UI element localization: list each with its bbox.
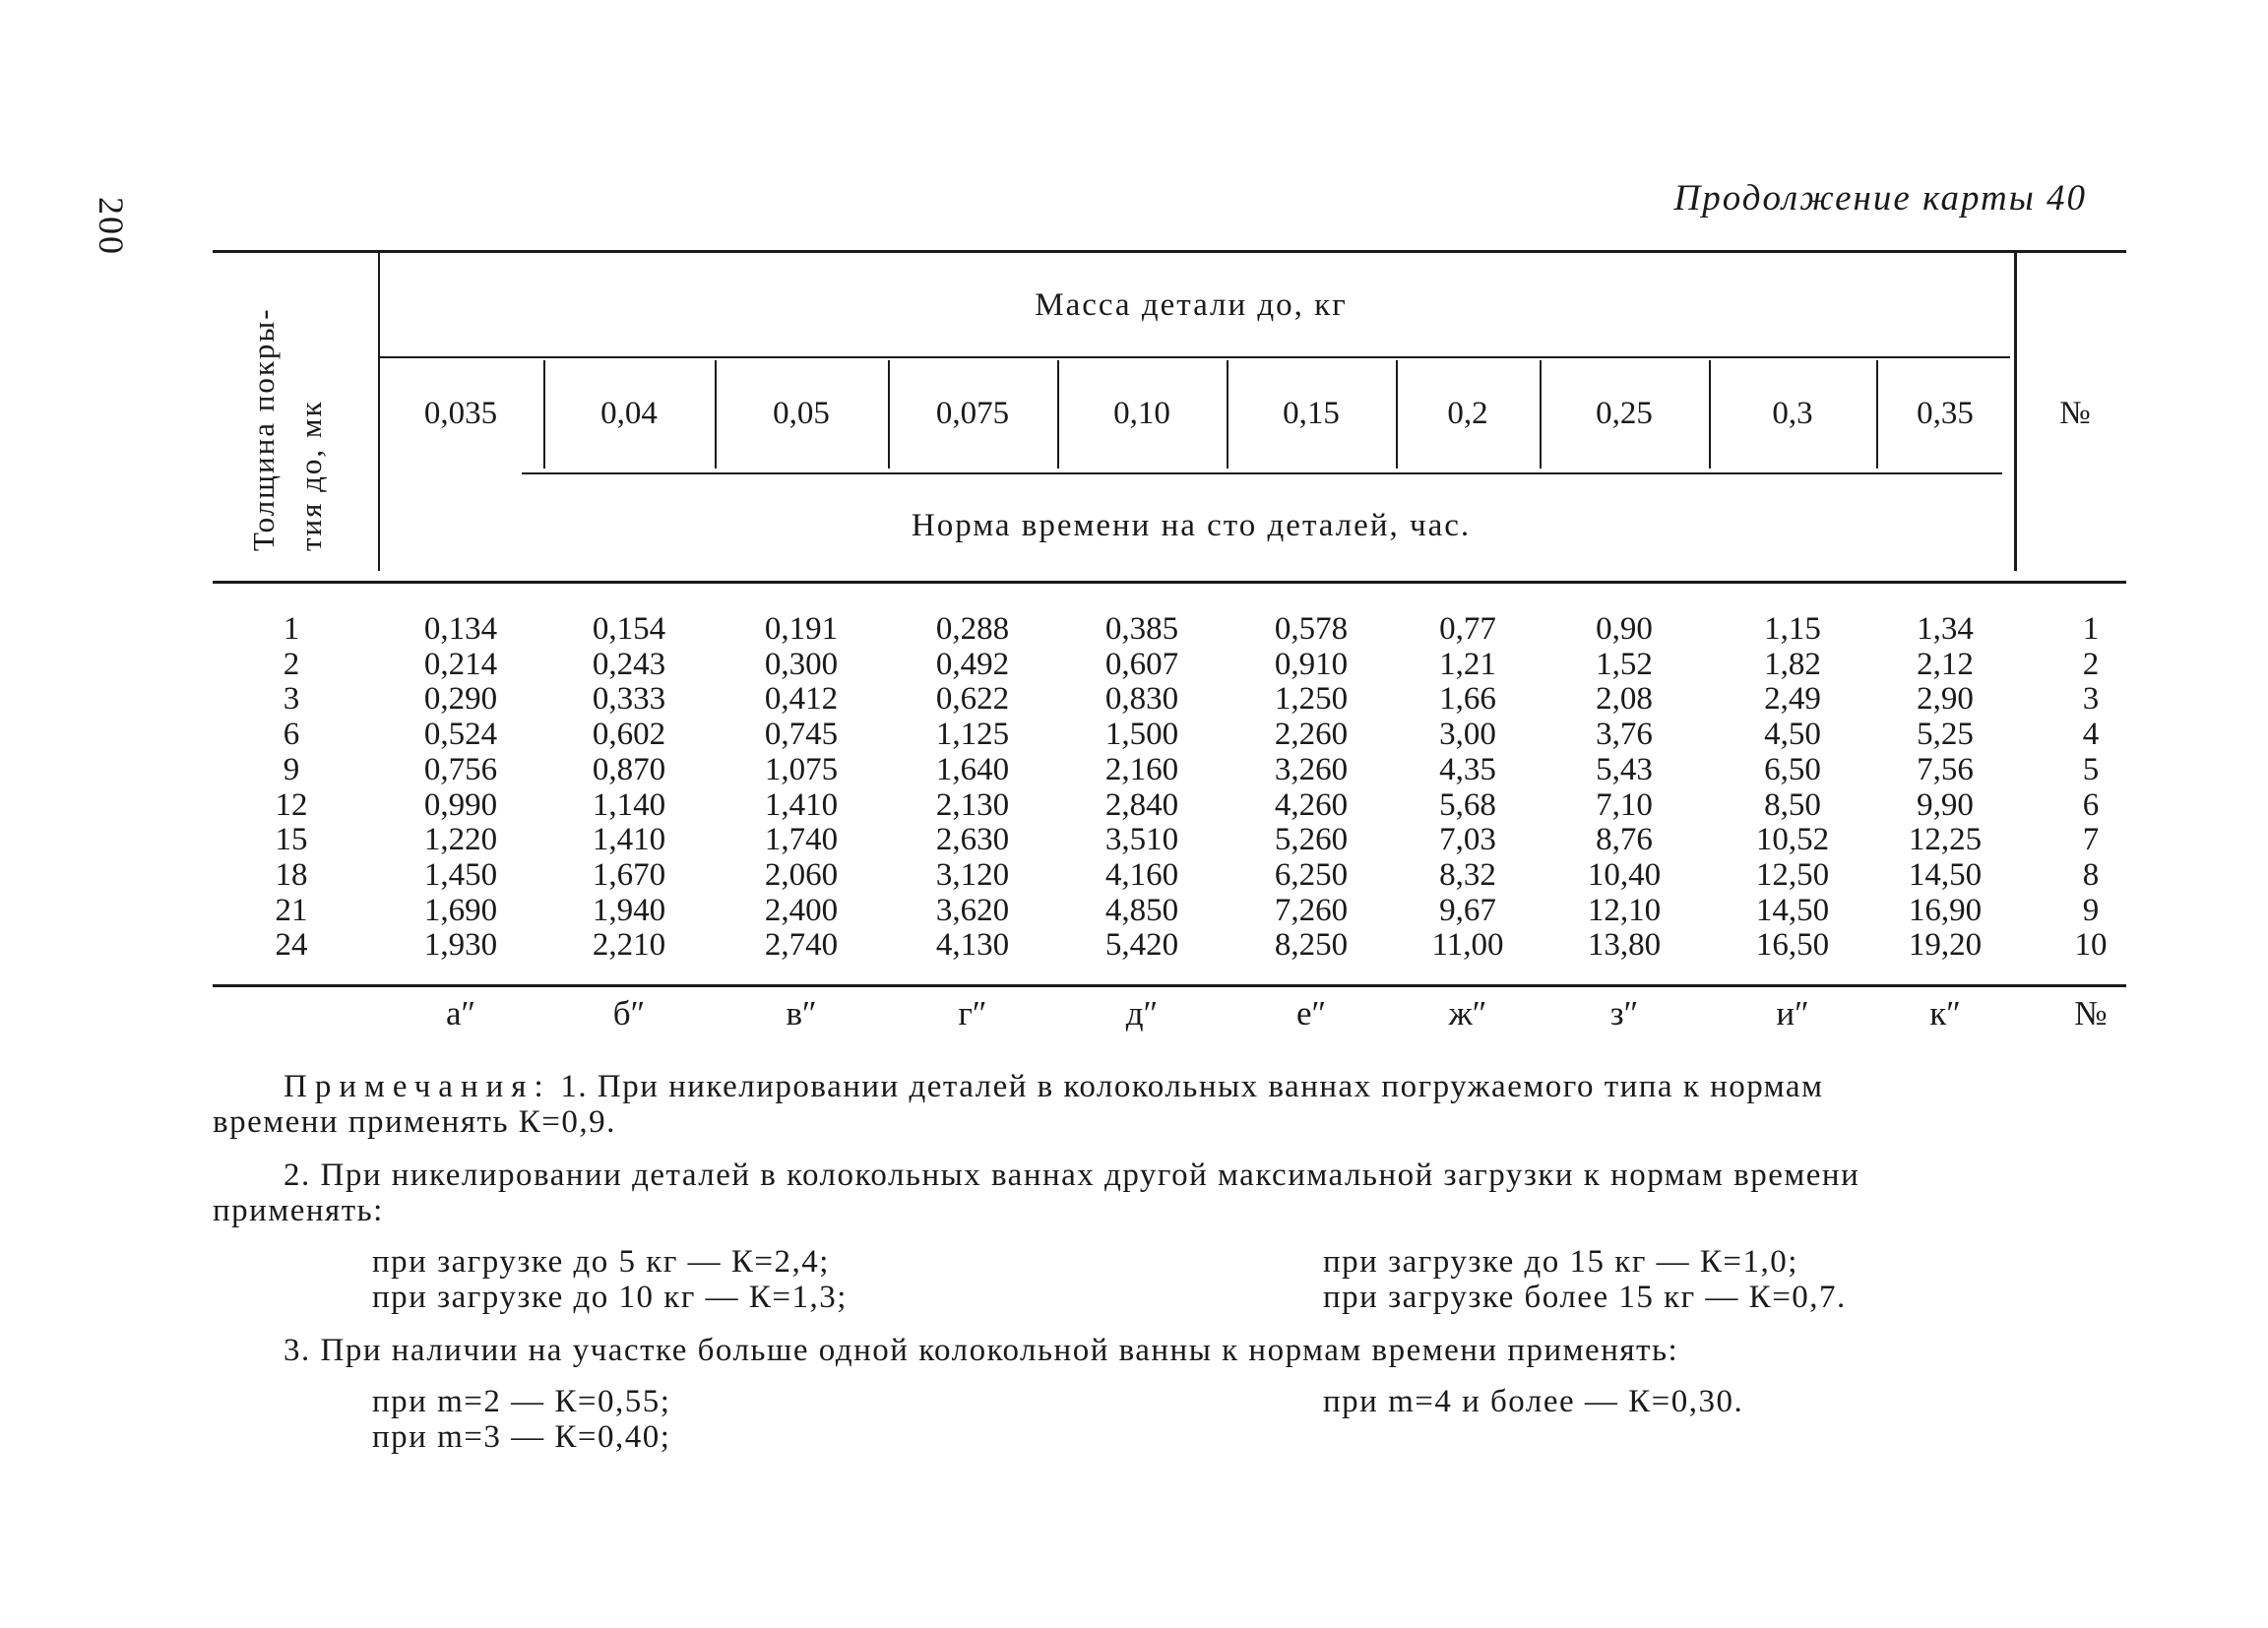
data-column-k: [1878, 612, 2012, 964]
data-column-d: [1059, 612, 1225, 964]
table-cell: 0,756: [423, 751, 498, 787]
table-cell: 4,260: [1274, 786, 1349, 823]
table-cell: 12,10: [1587, 892, 1662, 928]
table-cell: 12: [275, 786, 308, 823]
note-3-option: при m=4 и более — К=0,30.: [1323, 1384, 1744, 1419]
note-3-option: при m=2 — К=0,55;: [372, 1384, 671, 1419]
table-cell: 2,12: [1917, 646, 1974, 682]
table-cell: 8,250: [1274, 927, 1349, 964]
column-letters-number: №: [2074, 994, 2108, 1033]
table-cell: 2,90: [1917, 681, 1974, 718]
table-cell: 3,260: [1274, 751, 1349, 787]
table-cell: 15: [275, 822, 308, 858]
column-letter: в″: [786, 994, 817, 1033]
note-1-line-2: времени применять К=0,9.: [213, 1104, 616, 1140]
table-cell: 0,191: [764, 611, 839, 647]
table-cell: 11,00: [1431, 927, 1504, 964]
table-cell: 0,622: [935, 681, 1010, 718]
column-letter: б″: [612, 994, 646, 1033]
table-cell: 1: [283, 611, 300, 647]
note-3-line-1: 3. При наличии на участке больше одной колокольной ванны к нормам времени применять:: [284, 1333, 1679, 1368]
table-cell: 3,76: [1596, 717, 1653, 753]
note-1-line-1: 1. При никелировании деталей в колокольных ваннах погружаемого типа к нормам: [560, 1069, 1824, 1104]
table-cell: 0,300: [764, 646, 839, 682]
table-cell: 10,40: [1587, 856, 1662, 893]
table-cell: 8,32: [1439, 856, 1496, 893]
table-cell: 1,66: [1439, 681, 1496, 718]
table-cell: 0,910: [1274, 646, 1349, 682]
table-cell: 3,510: [1104, 822, 1179, 858]
table-top-rule: [213, 250, 2126, 253]
table-cell: 0,745: [764, 717, 839, 753]
table-cell: 4,50: [1764, 717, 1821, 753]
table-cell: 0,154: [592, 611, 666, 647]
table-cell: 1,940: [592, 892, 666, 928]
table-cell: 0,524: [423, 717, 498, 753]
table-cell: 10,52: [1755, 822, 1830, 858]
table-cell: 5,68: [1439, 786, 1496, 823]
table-cell: 0,385: [1104, 611, 1179, 647]
table-cell: 5,420: [1104, 927, 1179, 964]
body-bottom-rule: [213, 984, 2126, 987]
note-2-line-1: 2. При никелировании деталей в колокольных ваннах другой максимальной загрузки к нормам времени: [284, 1158, 1860, 1193]
table-cell: 1: [2082, 611, 2100, 647]
table-cell: 4: [2082, 717, 2100, 753]
table-cell: 0,134: [423, 611, 498, 647]
table-cell: 1,140: [592, 786, 666, 823]
table-cell: 2,130: [935, 786, 1010, 823]
table-cell: 7: [2082, 822, 2100, 858]
column-letter: и″: [1776, 994, 1809, 1033]
page-heading: Продолжение карты 40: [1673, 178, 2087, 219]
table-cell: 5: [2082, 751, 2100, 787]
table-cell: 1,075: [764, 751, 839, 787]
table-cell: 18: [275, 856, 308, 893]
table-cell: 6: [283, 717, 300, 753]
mass-value: 0,035: [423, 396, 498, 431]
table-cell: 7,56: [1917, 751, 1974, 787]
table-cell: 7,03: [1439, 822, 1496, 858]
table-cell: 12,50: [1755, 856, 1830, 893]
data-column-v: [717, 612, 886, 964]
thickness-column: [242, 612, 341, 964]
header-bottom-rule: [213, 581, 2126, 584]
table-cell: 1,34: [1917, 611, 1974, 647]
table-cell: 2,740: [764, 927, 839, 964]
table-cell: 12,25: [1908, 822, 1983, 858]
table-cell: 0,290: [423, 681, 498, 718]
data-column-zh: [1398, 612, 1538, 964]
table-cell: 2,08: [1596, 681, 1653, 718]
table-cell: 13,80: [1587, 927, 1662, 964]
table-cell: 1,640: [935, 751, 1010, 787]
table-cell: 1,690: [423, 892, 498, 928]
table-cell: 2: [283, 646, 300, 682]
table-cell: 2,49: [1764, 681, 1821, 718]
column-letter: з″: [1609, 994, 1639, 1033]
table-cell: 2,160: [1104, 751, 1179, 787]
note-1: [284, 1069, 1823, 1105]
table-cell: 2,260: [1274, 717, 1349, 753]
page-number: 200: [92, 197, 131, 256]
table-cell: 1,15: [1764, 611, 1821, 647]
mass-value: 0,05: [773, 396, 830, 431]
table-cell: 8,76: [1596, 822, 1653, 858]
table-cell: 3,620: [935, 892, 1010, 928]
table-cell: 2,630: [935, 822, 1010, 858]
table-cell: 0,243: [592, 646, 666, 682]
header-right-divider: [2014, 252, 2017, 571]
table-cell: 2: [2082, 646, 2100, 682]
table-cell: 3,00: [1439, 717, 1496, 753]
note-2-option: при загрузке до 10 кг — К=1,3;: [372, 1280, 848, 1315]
table-cell: 2,840: [1104, 786, 1179, 823]
table-cell: 16,50: [1755, 927, 1830, 964]
note-2-option: при загрузке до 5 кг — К=2,4;: [372, 1244, 830, 1280]
thickness-header-line2: тия до, мк: [293, 400, 328, 551]
table-cell: 1,930: [423, 927, 498, 964]
data-column-e: [1228, 612, 1394, 964]
mass-value: 0,04: [600, 396, 658, 431]
table-cell: 0,870: [592, 751, 666, 787]
data-column-g: [890, 612, 1055, 964]
column-letter: е″: [1295, 994, 1327, 1033]
data-column-b: [545, 612, 713, 964]
table-cell: 24: [275, 927, 308, 964]
table-cell: 0,288: [935, 611, 1010, 647]
table-cell: 1,250: [1274, 681, 1349, 718]
table-cell: 7,260: [1274, 892, 1349, 928]
table-cell: 1,220: [423, 822, 498, 858]
data-column-a: [380, 612, 541, 964]
table-cell: 9,90: [1917, 786, 1974, 823]
table-cell: 16,90: [1908, 892, 1983, 928]
mass-header: Масса детали до, кг: [1035, 287, 1348, 323]
thickness-header: [240, 256, 335, 551]
mass-value: 0,10: [1113, 396, 1170, 431]
mass-value: 0,2: [1447, 396, 1488, 431]
mass-header-rule: [380, 356, 2010, 358]
table-cell: 9: [2082, 892, 2100, 928]
table-cell: 4,160: [1104, 856, 1179, 893]
table-cell: 10: [2074, 927, 2108, 964]
norm-header: Норма времени на сто деталей, час.: [911, 508, 1472, 543]
table-cell: 0,602: [592, 717, 666, 753]
number-header: №: [2059, 396, 2091, 431]
table-cell: 0,990: [423, 786, 498, 823]
mass-value: 0,35: [1917, 396, 1974, 431]
table-cell: 14,50: [1908, 856, 1983, 893]
table-cell: 19,20: [1908, 927, 1983, 964]
table-cell: 9: [283, 751, 300, 787]
table-cell: 1,670: [592, 856, 666, 893]
table-cell: 0,412: [764, 681, 839, 718]
table-cell: 5,25: [1917, 717, 1974, 753]
table-cell: 1,52: [1596, 646, 1653, 682]
table-cell: 2,060: [764, 856, 839, 893]
note-2-option: при загрузке до 15 кг — К=1,0;: [1323, 1244, 1798, 1280]
column-letter: д″: [1125, 994, 1159, 1033]
table-cell: 1,450: [423, 856, 498, 893]
table-cell: 14,50: [1755, 892, 1830, 928]
column-letter: к″: [1929, 994, 1961, 1033]
table-cell: 3: [2082, 681, 2100, 718]
table-cell: 0,77: [1439, 611, 1496, 647]
table-cell: 5,43: [1596, 751, 1653, 787]
thickness-header-line1: Толщина покры-: [246, 307, 281, 551]
table-cell: 0,830: [1104, 681, 1179, 718]
table-cell: 6,250: [1274, 856, 1349, 893]
table-cell: 5,260: [1274, 822, 1349, 858]
table-cell: 8: [2082, 856, 2100, 893]
table-cell: 1,500: [1104, 717, 1179, 753]
table-cell: 3: [283, 681, 300, 718]
mass-value: 0,075: [935, 396, 1010, 431]
table-cell: 0,607: [1104, 646, 1179, 682]
table-cell: 1,410: [592, 822, 666, 858]
table-cell: 2,400: [764, 892, 839, 928]
norm-header-rule: [522, 472, 2002, 474]
table-cell: 0,333: [592, 681, 666, 718]
table-cell: 21: [275, 892, 308, 928]
table-cell: 4,850: [1104, 892, 1179, 928]
table-cell: 0,578: [1274, 611, 1349, 647]
table-cell: 7,10: [1596, 786, 1653, 823]
table-cell: 9,67: [1439, 892, 1496, 928]
table-cell: 4,130: [935, 927, 1010, 964]
table-cell: 1,740: [764, 822, 839, 858]
table-cell: 1,410: [764, 786, 839, 823]
note-3-option: при m=3 — К=0,40;: [372, 1419, 671, 1455]
table-cell: 6: [2082, 786, 2100, 823]
column-letter: а″: [445, 994, 476, 1033]
table-cell: 1,21: [1439, 646, 1496, 682]
mass-value: 0,3: [1772, 396, 1813, 431]
table-cell: 3,120: [935, 856, 1010, 893]
table-cell: 1,82: [1764, 646, 1821, 682]
table-cell: 6,50: [1764, 751, 1821, 787]
note-2-option: при загрузке более 15 кг — К=0,7.: [1323, 1280, 1847, 1315]
column-letter: ж″: [1448, 994, 1487, 1033]
table-cell: 8,50: [1764, 786, 1821, 823]
table-cell: 0,492: [935, 646, 1010, 682]
row-number-column: [2048, 612, 2134, 964]
table-cell: 4,35: [1439, 751, 1496, 787]
table-cell: 0,214: [423, 646, 498, 682]
notes-label: Примечания:: [284, 1069, 551, 1104]
mass-value: 0,25: [1596, 396, 1653, 431]
column-letter: г″: [958, 994, 987, 1033]
mass-value: 0,15: [1283, 396, 1340, 431]
table-cell: 1,125: [935, 717, 1010, 753]
table-cell: 0,90: [1596, 611, 1653, 647]
data-column-z: [1542, 612, 1707, 964]
table-cell: 2,210: [592, 927, 666, 964]
data-column-i: [1711, 612, 1874, 964]
note-2-line-2: применять:: [213, 1193, 384, 1228]
